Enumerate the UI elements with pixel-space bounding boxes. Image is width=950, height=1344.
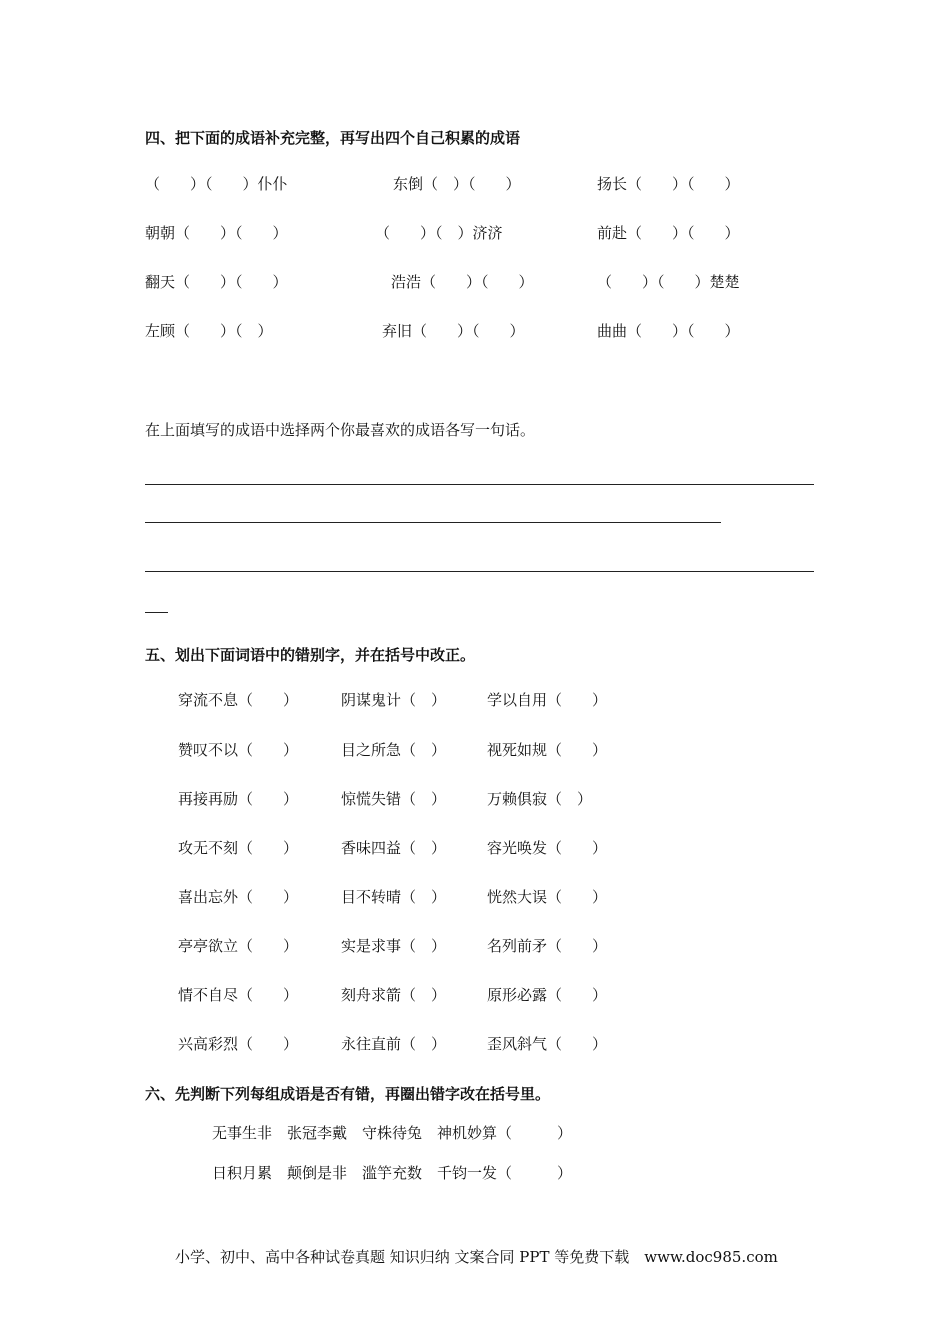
idiom-blank: 前赴（ ）（ ） <box>597 224 740 242</box>
answer-line[interactable] <box>145 612 168 613</box>
correction-item: 阴谋鬼计（ ） <box>341 691 447 709</box>
idiom-blank: 扬长（ ）（ ） <box>597 175 740 193</box>
correction-item: 亭亭欲立（ ） <box>178 937 299 955</box>
answer-line[interactable] <box>145 522 721 523</box>
correction-item: 攻无不刻（ ） <box>178 839 299 857</box>
correction-item: 原形必露（ ） <box>487 986 608 1004</box>
correction-item: 永往直前（ ） <box>341 1035 447 1053</box>
correction-item: 万赖俱寂（ ） <box>487 790 593 808</box>
judge-line: 日积月累 颠倒是非 滥竽充数 千钧一发（ ） <box>212 1164 573 1182</box>
idiom-blank: 浩浩（ ）（ ） <box>391 273 534 291</box>
correction-item: 情不自尽（ ） <box>178 986 299 1004</box>
correction-item: 学以自用（ ） <box>487 691 608 709</box>
answer-line[interactable] <box>145 571 814 572</box>
section6-title: 六、先判断下列每组成语是否有错，再圈出错字改在括号里。 <box>145 1085 551 1103</box>
idiom-blank: （ ）（ ）仆仆 <box>145 175 288 193</box>
idiom-blank: 曲曲（ ）（ ） <box>597 322 740 340</box>
correction-item: 穿流不息（ ） <box>178 691 299 709</box>
correction-item: 香味四益（ ） <box>341 839 447 857</box>
correction-item: 赞叹不以（ ） <box>178 741 299 759</box>
idiom-blank: 左顾（ ）（ ） <box>145 322 273 340</box>
correction-item: 容光唤发（ ） <box>487 839 608 857</box>
correction-item: 惊慌失错（ ） <box>341 790 447 808</box>
section4-instruction: 在上面填写的成语中选择两个你最喜欢的成语各写一句话。 <box>145 421 536 439</box>
footer-text: 小学、初中、高中各种试卷真题 知识归纳 文案合同 PPT 等免费下载 www.doc985.com <box>175 1248 778 1266</box>
idiom-blank: 东倒（ ）（ ） <box>393 175 521 193</box>
correction-item: 歪风斜气（ ） <box>487 1035 608 1053</box>
correction-item: 兴高彩烈（ ） <box>178 1035 299 1053</box>
answer-line[interactable] <box>145 484 814 485</box>
correction-item: 再接再励（ ） <box>178 790 299 808</box>
correction-item: 恍然大误（ ） <box>487 888 608 906</box>
section5-title: 五、划出下面词语中的错别字，并在括号中改正。 <box>145 646 476 664</box>
correction-item: 视死如规（ ） <box>487 741 608 759</box>
idiom-blank: 弃旧（ ）（ ） <box>382 322 525 340</box>
correction-item: 实是求事（ ） <box>341 937 447 955</box>
correction-item: 喜出忘外（ ） <box>178 888 299 906</box>
idiom-blank: 翻天（ ）（ ） <box>145 273 288 291</box>
idiom-blank: （ ）（ ）济济 <box>375 224 503 242</box>
section4-title: 四、把下面的成语补充完整，再写出四个自己积累的成语 <box>145 129 521 147</box>
idiom-blank: （ ）（ ）楚楚 <box>597 273 740 291</box>
idiom-blank: 朝朝（ ）（ ） <box>145 224 288 242</box>
correction-item: 名列前矛（ ） <box>487 937 608 955</box>
judge-line: 无事生非 张冠李戴 守株待兔 神机妙算（ ） <box>212 1124 573 1142</box>
correction-item: 目之所急（ ） <box>341 741 447 759</box>
correction-item: 目不转晴（ ） <box>341 888 447 906</box>
correction-item: 刻舟求箭（ ） <box>341 986 447 1004</box>
